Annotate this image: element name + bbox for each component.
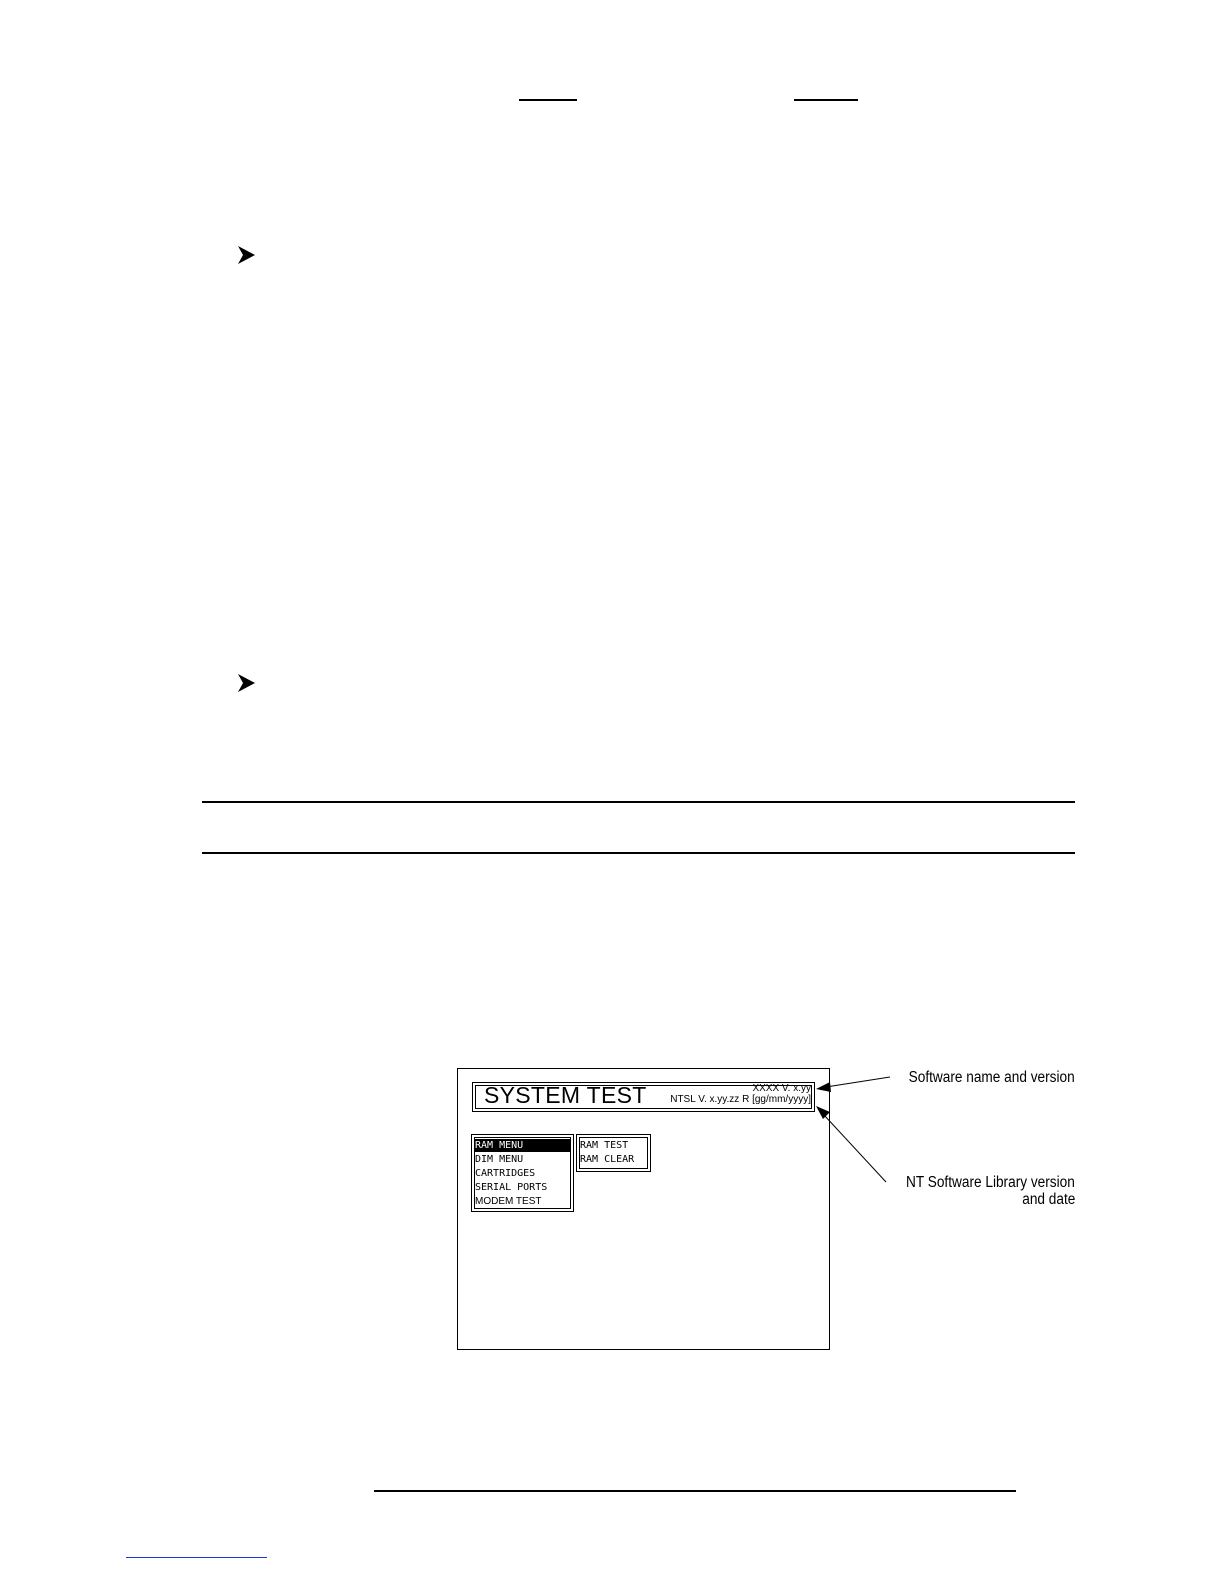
library-version: NTSL V. x.yy.zz R [gg/mm/yyyy]: [670, 1094, 811, 1105]
top-underline-right: [794, 99, 858, 101]
arrowhead-bullet-icon: [237, 245, 257, 265]
menu-item-serial-ports[interactable]: SERIAL PORTS: [475, 1182, 548, 1193]
menu-item-dim-menu[interactable]: DIM MENU: [475, 1154, 524, 1165]
main-menu: [471, 1134, 574, 1212]
top-underline-left: [519, 99, 577, 101]
sub-menu: [576, 1134, 651, 1172]
screen-title: SYSTEM TEST: [484, 1082, 647, 1108]
system-test-screen: [457, 1068, 830, 1350]
screen-title-box: [472, 1082, 815, 1112]
annotation-library-line1: NT Software Library version: [906, 1174, 1075, 1191]
menu-item-cartridges[interactable]: CARTRIDGES: [475, 1168, 536, 1179]
submenu-item-ram-clear[interactable]: RAM CLEAR: [580, 1154, 635, 1165]
section-rule-bottom: [202, 852, 1075, 854]
footer-link-underline[interactable]: [126, 1557, 267, 1558]
menu-item-modem-test[interactable]: MODEM TEST: [475, 1196, 542, 1207]
annotation-software-name: Software name and version: [908, 1069, 1075, 1086]
arrowhead-bullet-icon: [237, 673, 257, 693]
submenu-item-ram-test[interactable]: RAM TEST: [580, 1140, 629, 1151]
footer-rule: [374, 1490, 1016, 1492]
section-rule-top: [202, 801, 1075, 803]
software-version: XXXX V. x.yy: [752, 1083, 811, 1094]
menu-item-ram-menu[interactable]: RAM MENU: [474, 1139, 570, 1152]
annotation-library-line2: and date: [1021, 1191, 1075, 1208]
callout-arrow-icon: [810, 1070, 895, 1190]
